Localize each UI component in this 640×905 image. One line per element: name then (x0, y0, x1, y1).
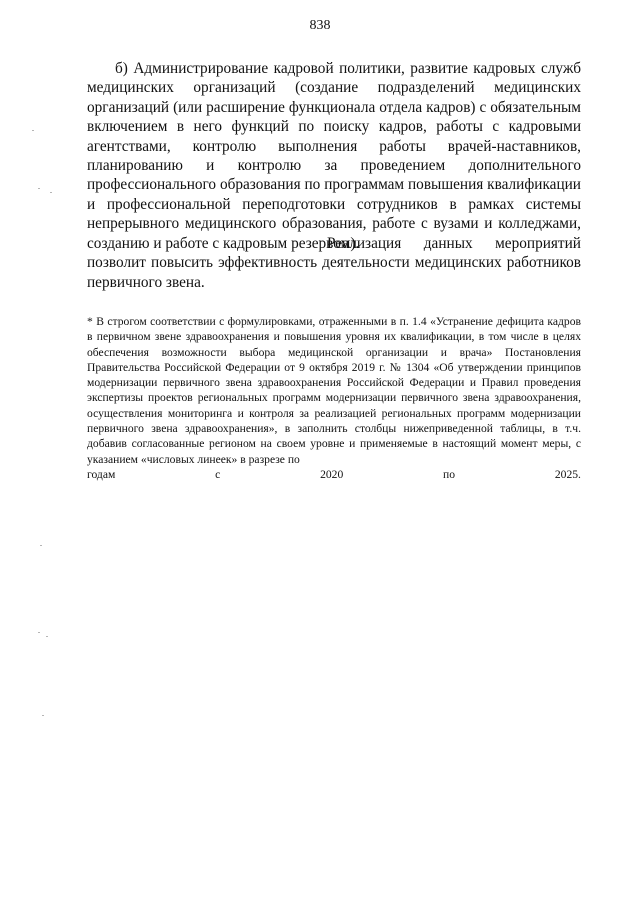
item-b-paragraph (87, 59, 581, 253)
scan-speck (32, 130, 34, 131)
footnote-word: 2025. (554, 467, 581, 481)
footnote-word: с (215, 467, 221, 481)
scan-speck (40, 545, 42, 546)
footnote-word: годам (87, 467, 116, 481)
scan-speck (46, 636, 48, 637)
conclusion-paragraph (87, 234, 581, 292)
footnote-text: * В строгом соответствии с формулировками, отраженными в п. 1.4 «Устранение дефицита кадров в первичном звене здравоохранения и повышения уровня их квалификации, в том числе в целях обеспечения возможности выбора медицинской организации и врача» Постановления Правительства Российской Федерации от 9 октября 2019 г. № 1304 «Об утверждении принципов модернизации первичного звена здравоохранения Российской Федерации и Правил проведения экспертизы проектов региональных программ модернизации первичного звена здравоохранения, осуществления мониторинга и контроля за реализацией региональных программ модернизации первичного звена здравоохранения», в заполнить столбцы нижеприведенной таблицы, в т.ч. добавив согласованные регионом на своем уровне и применяемые в настоящий момент меры, с указанием «числовых линеек» в разрезе по (87, 315, 581, 466)
scan-speck (38, 632, 40, 633)
item-b-text: б) Администрирование кадровой политики, развитие кадровых служб медицинских организаций (создание подразделений медицинских организаций (или расширение функционала отдела кадров) с обязательным включением в него функций по поиску кадров, работы с кадровыми агентствами, контролю выполнения работы врачей-наставников, планированию и контролю за проведением дополнительного профессионального образования по программам повышения квалификации и профессиональной переподготовки сотрудников в рамках системы непрерывного медицинского образования, работе с вузами и колледжами, созданию и работе с кадровым резервом). (87, 60, 581, 252)
conclusion-text: Реализация данных мероприятий позволит повысить эффективность деятельности медицинских работников первичного звена. (87, 235, 581, 291)
scan-speck (38, 188, 40, 189)
footnote-last-line (87, 467, 581, 482)
scan-speck (50, 192, 52, 193)
scan-speck (42, 715, 44, 716)
footnote-word: 2020 (320, 467, 344, 481)
footnote (87, 314, 581, 482)
footnote-word: по (443, 467, 456, 481)
page-number: 838 (309, 18, 331, 33)
